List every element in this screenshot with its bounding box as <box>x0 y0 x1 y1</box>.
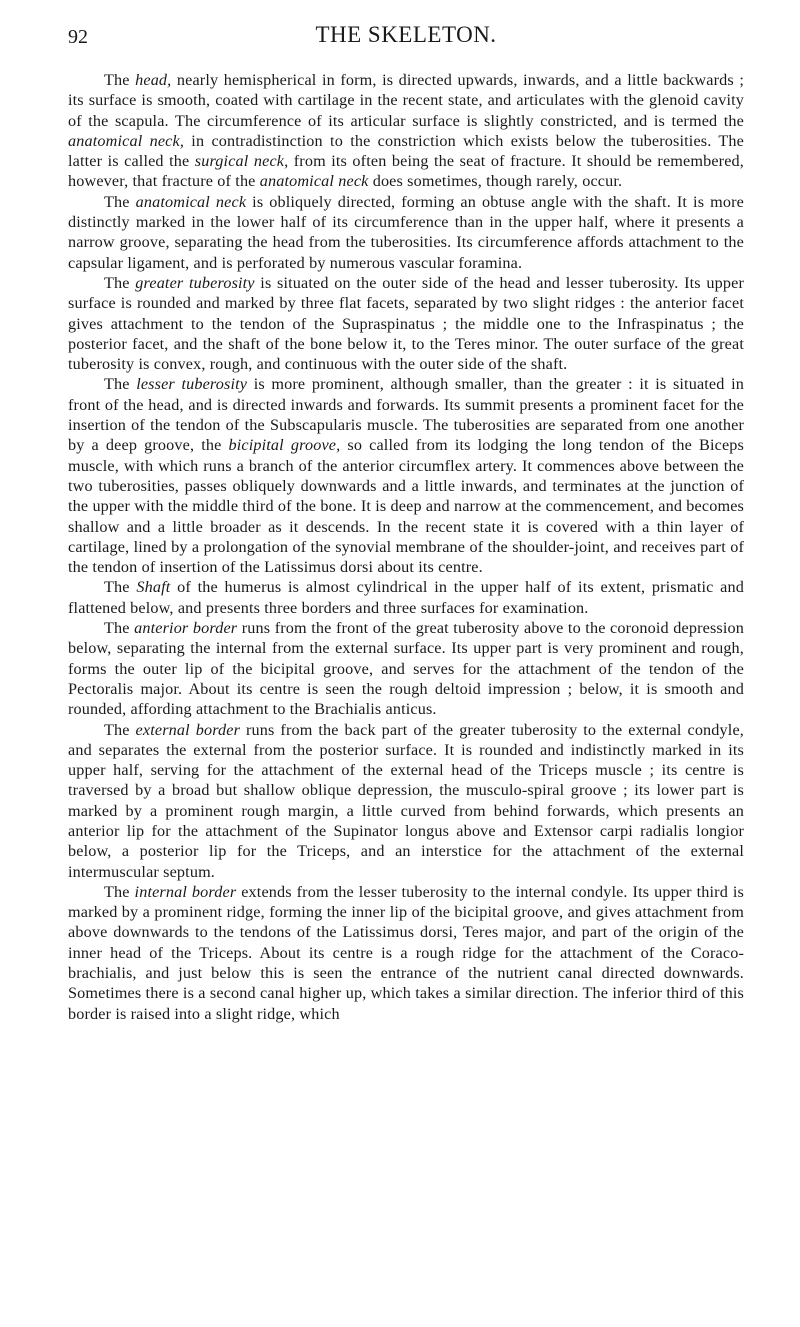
text-run: The <box>104 578 137 597</box>
text-run: extends from the lesser tuberosity to the internal condyle. Its upper third is marked by a prominent ridge, forming the inner lip of the bicipital groove, and gives attachment from above downwards to the tendons of the Latissimus dorsi, Teres major, and part of the origin of the inner head of the Triceps. About its centre is a rough ridge for the attachment of the Coraco-brachialis, and just below this is seen the entrance of the nutrient canal directed downwards. Sometimes there is a second canal higher up, which takes a similar direction. The inferior third of this border is raised into a slight ridge, which <box>68 882 744 1023</box>
italic-term: anatomical neck <box>135 192 247 211</box>
text-run: The <box>104 882 135 901</box>
text-run: in contradistinction to the constriction which exists below the tuberosities. The latter is called the <box>68 131 744 171</box>
italic-term: bicipital groove, <box>228 436 341 455</box>
paragraph-head <box>68 70 744 192</box>
text-run: nearly hemispherical in form, is directed upwards, inwards, and a little backwards ; its surface is smooth, coated with cartilage in the recent state, and articulates with the glenoid cavity of the scapula. The circumference of its articular surface is slightly constricted, and is termed the <box>68 71 744 130</box>
text-run: does sometimes, though rarely, occur. <box>368 172 623 191</box>
text-run: The <box>104 375 137 394</box>
italic-term: greater tuberosity <box>135 273 255 292</box>
text-run: is obliquely directed, forming an obtuse angle with the shaft. It is more distinctly marked in the lower half of its circumference than in the upper half, where it presents a narrow groove, separating the head from the tuberosities. Its circumference affords attachment to the capsular ligament, and is perforated by numerous vascular foramina. <box>68 192 744 272</box>
italic-term: internal border <box>134 882 237 901</box>
text-run: The <box>104 619 135 638</box>
body-text <box>68 70 744 1024</box>
italic-term: lesser tuberosity <box>136 375 248 394</box>
paragraph-shaft <box>68 577 744 618</box>
text-run: The <box>104 720 136 739</box>
text-run: is situated on the outer side of the head and lesser tuberosity. Its upper surface is rounded and marked by three flat facets, separated by two slight ridges : the anterior facet gives attachment to the tendon of the Supraspinatus ; the middle one to the Infraspinatus ; the posterior facet, and the shaft of the bone below it, to the Teres minor. The outer surface of the great tuberosity is convex, rough, and continuous with the outer side of the shaft. <box>68 273 744 374</box>
paragraph-anatomical-neck <box>68 192 744 273</box>
italic-term: head, <box>135 71 172 89</box>
text-run: so called from its lodging the long tendon of the Biceps muscle, with which runs a branch of the anterior circumflex artery. It commences above between the two tuberosities, passes obliquely downwards and a little inwards, and terminates at the junction of the upper with the middle third of the bone. It is deep and narrow at the commencement, and becomes shallow and a little broader as it descends. In the recent state it is covered with a thin layer of cartilage, lined by a prolongation of the synovial membrane of the shoulder-joint, and receives part of the tendon of insertion of the Latissimus dorsi about its centre. <box>68 436 744 577</box>
text-run: is more prominent, although smaller, than the greater : it is situated in front of the head, and is directed inwards and forwards. Its summit presents a prominent facet for the insertion of the tendon of the Subscapularis muscle. The tuberosities are separated from one another by a deep groove, the <box>68 375 744 455</box>
text-run: from its often being the seat of fracture. It should be remembered, however, that fracture of the <box>68 152 744 191</box>
paragraph-greater-tuberosity <box>68 273 744 374</box>
text-run: runs from the back part of the greater tuberosity to the external condyle, and separates the external from the posterior surface. It is rounded and indistinctly marked in its upper half, serving for the attachment of the external head of the Triceps muscle ; its centre is traversed by a broad but shallow oblique depression, the musculo-spiral groove ; its lower part is marked by a prominent rough margin, a little curved from behind forwards, which presents an anterior lip for the attachment of the Supinator longus above and Extensor carpi radialis longior below, a posterior lip for the Triceps, and an interstice for the attachment of the external intermuscular septum. <box>68 720 744 881</box>
text-run: The <box>104 192 136 211</box>
italic-term: Shaft <box>136 578 171 597</box>
italic-term: external border <box>135 720 241 739</box>
text-run: The <box>104 71 136 89</box>
italic-term: anatomical neck, <box>68 131 185 150</box>
text-run: of the humerus is almost cylindrical in the upper half of its extent, prismatic and flattened below, and presents three borders and three surfaces for examination. <box>68 578 744 617</box>
paragraph-anterior-border <box>68 618 744 719</box>
page-number: 92 <box>68 26 88 48</box>
text-run: The <box>104 273 136 292</box>
italic-term: anterior border <box>134 619 238 638</box>
chapter-title: THE SKELETON. <box>315 22 497 47</box>
running-head <box>68 22 744 58</box>
italic-term: anatomical neck <box>259 172 369 191</box>
paragraph-external-border <box>68 720 744 882</box>
text-run: runs from the front of the great tuberosity above to the coronoid depression below, separating the internal from the external surface. Its upper part is very prominent and rough, forms the outer lip of the bicipital groove, and serves for the attachment of the tendon of the Pectoralis major. About its centre is seen the rough deltoid impression ; below, it is smooth and rounded, affording attachment to the Brachialis anticus. <box>68 619 744 719</box>
paragraph-internal-border <box>68 882 744 1024</box>
paragraph-lesser-tuberosity <box>68 374 744 577</box>
italic-term: surgical neck, <box>194 152 289 171</box>
